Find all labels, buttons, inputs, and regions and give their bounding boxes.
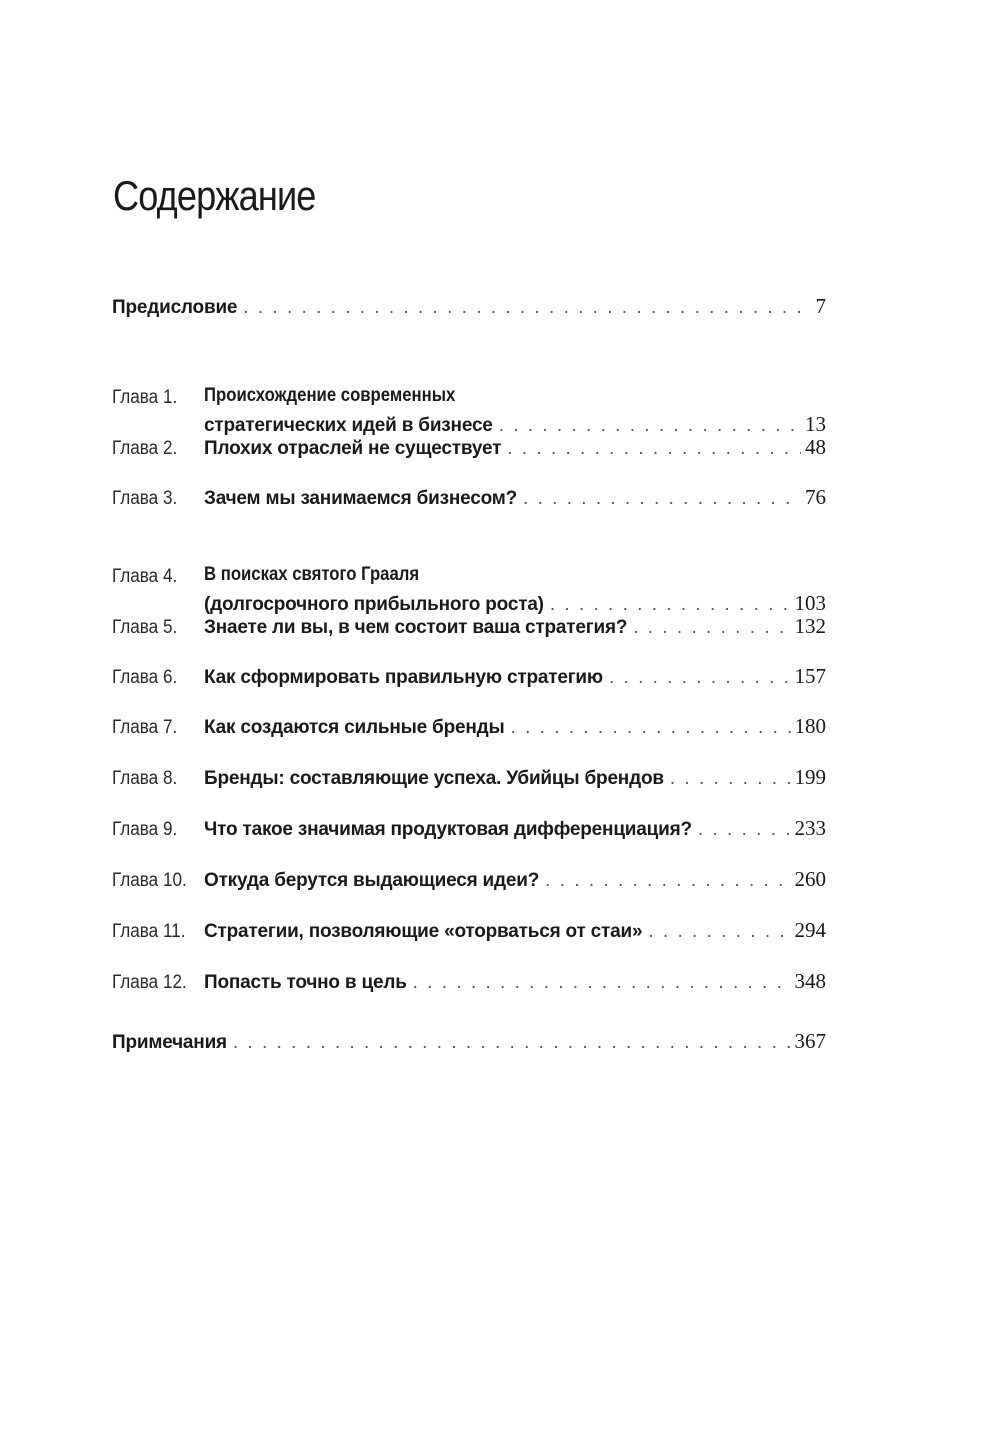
toc-chapter-label: Глава 9. [112,819,178,840]
toc-title: Предисловие [112,297,238,318]
toc-leader-dots [413,969,791,997]
toc-leader-dots [523,485,801,513]
page-title: Содержание [113,172,316,219]
toc-chapter-label: Глава 6. [112,667,178,688]
toc-title: Плохих отраслей не существует [204,438,502,459]
toc-page-number: 76 [805,485,826,509]
toc-title: Что такое значимая продуктовая дифференциация? [204,819,692,840]
toc-chapter-label: Глава 1. [112,387,178,408]
toc-title: Стратегии, позволяющие «оторваться от стаи» [204,921,643,942]
toc-page-number: 260 [794,867,826,891]
toc-leader-dots [670,765,791,793]
toc-title: Зачем мы занимаемся бизнесом? [204,488,518,509]
toc-leader-dots [511,714,791,742]
toc-row-chapter-1[interactable] [112,384,826,440]
toc-row-chapter-4[interactable] [112,563,826,619]
toc-title: Знаете ли вы, в чем состоит ваша стратегия? [204,617,628,638]
toc-leader-dots [507,435,801,463]
toc-page-number: 132 [794,614,826,638]
toc-title: Как создаются сильные бренды [204,717,505,738]
toc-page-number: 233 [794,816,826,840]
toc-page-number: 13 [805,412,826,436]
toc-chapter-label: Глава 2. [112,438,178,459]
toc-title: Откуда берутся выдающиеся идеи? [204,870,540,891]
toc-chapter-label: Глава 5. [112,617,178,638]
toc-page-number: 199 [794,765,826,789]
toc-page-number: 7 [815,294,826,318]
table-of-contents [112,0,826,1447]
toc-chapter-label: Глава 11. [112,921,186,942]
toc-chapter-label: Глава 7. [112,717,178,738]
toc-leader-dots [648,918,790,946]
toc-title: стратегических идей в бизнесе [204,415,493,436]
toc-leader-dots [233,1029,791,1057]
toc-chapter-label: Глава 8. [112,768,178,789]
toc-leader-dots [633,614,790,642]
toc-title: Как сформировать правильную стратегию [204,667,603,688]
toc-title: (долгосрочного прибыльного роста) [204,594,544,615]
toc-title: Попасть точно в цель [204,972,407,993]
toc-title-line-1: Происхождение современных [204,385,456,406]
toc-chapter-label: Глава 3. [112,488,178,509]
toc-page-number: 157 [794,664,826,688]
toc-title: Примечания [112,1032,227,1053]
toc-leader-dots [545,867,790,895]
toc-page-number: 180 [794,714,826,738]
toc-chapter-label: Глава 10. [112,870,187,891]
toc-leader-dots [243,294,811,322]
toc-page-number: 103 [794,591,826,615]
toc-leader-dots [698,816,791,844]
toc-leader-dots [609,664,791,692]
toc-title: Бренды: составляющие успеха. Убийцы брендов [204,768,664,789]
toc-page-number: 367 [794,1029,826,1053]
toc-chapter-label: Глава 12. [112,972,187,993]
toc-page-number: 294 [794,918,826,942]
toc-page-number: 48 [805,435,826,459]
toc-title-line-1: В поисках святого Грааля [204,564,420,585]
toc-page-number: 348 [794,969,826,993]
toc-chapter-label: Глава 4. [112,566,178,587]
